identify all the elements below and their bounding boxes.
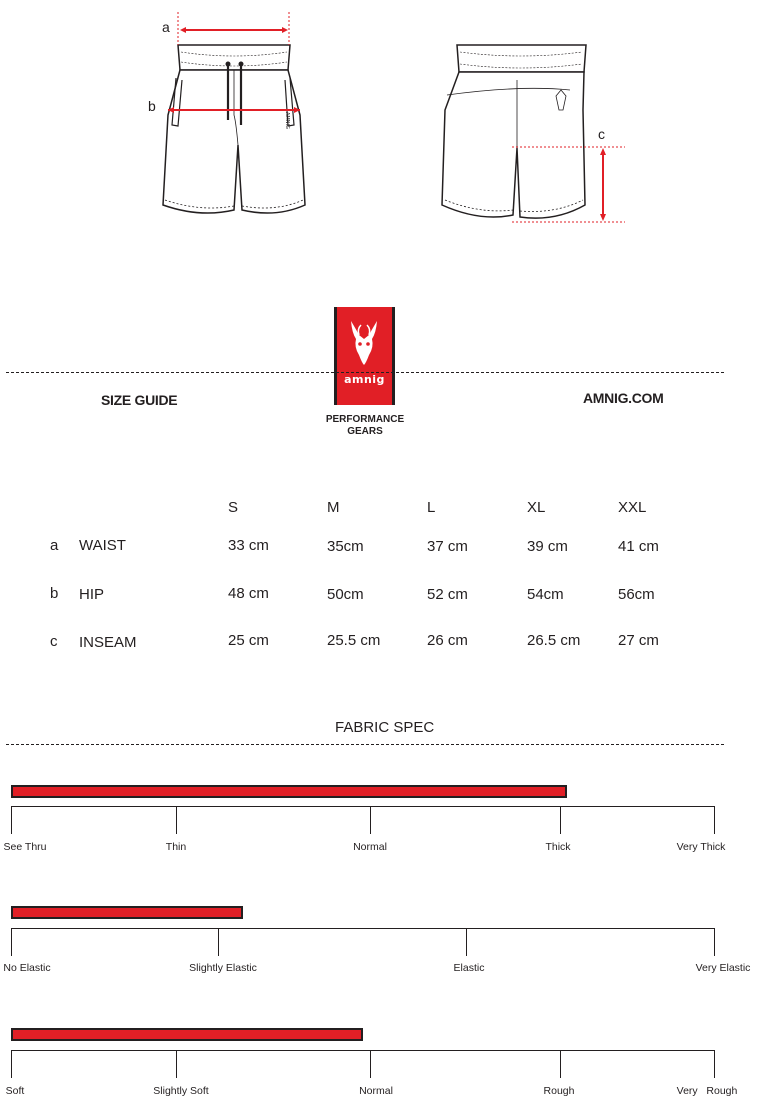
tick-label: No Elastic bbox=[3, 962, 51, 974]
size-header-xl: XL bbox=[527, 499, 546, 516]
tick-label: Elastic bbox=[453, 962, 485, 974]
scale-tick bbox=[560, 1050, 561, 1078]
size-header-s: S bbox=[228, 499, 239, 516]
table-cell: 41 cm bbox=[618, 538, 659, 555]
table-cell: 27 cm bbox=[618, 632, 659, 649]
measure-label-b: b bbox=[148, 98, 156, 114]
table-cell: 26 cm bbox=[427, 632, 468, 649]
size-header-l: L bbox=[427, 499, 436, 516]
fabric-spec-title: FABRIC SPEC bbox=[335, 719, 435, 736]
measure-label-a: a bbox=[162, 19, 170, 35]
table-cell: 37 cm bbox=[427, 538, 468, 555]
row-label-hip: HIP bbox=[79, 586, 105, 603]
tick-label: Thin bbox=[165, 841, 187, 853]
row-letter: c bbox=[50, 633, 58, 650]
tick-label: Slightly Soft bbox=[153, 1085, 209, 1097]
scale-tick bbox=[176, 1050, 177, 1078]
logo-tagline-line2: GEARS bbox=[347, 426, 383, 437]
logo-word: amnig bbox=[344, 373, 385, 386]
softness-bar bbox=[11, 1028, 363, 1041]
table-cell: 52 cm bbox=[427, 586, 468, 603]
scale-tick bbox=[11, 1050, 12, 1078]
divider-fabric bbox=[6, 744, 724, 745]
tick-label: Soft bbox=[5, 1085, 25, 1097]
scale-tick bbox=[560, 806, 561, 834]
scale-tick bbox=[11, 928, 12, 956]
scale-tick bbox=[218, 928, 219, 956]
scale-tick bbox=[370, 1050, 371, 1078]
bull-icon bbox=[337, 313, 392, 373]
tick-label: See Thru bbox=[3, 841, 47, 853]
row-label-waist: WAIST bbox=[79, 537, 126, 554]
measure-label-c: c bbox=[598, 126, 605, 142]
table-cell: 39 cm bbox=[527, 538, 568, 555]
tick-label: Very Elastic bbox=[695, 962, 751, 974]
website-link[interactable]: AMNIG.COM bbox=[583, 390, 664, 406]
row-label-inseam: INSEAM bbox=[79, 634, 137, 651]
scale-line bbox=[11, 1050, 715, 1051]
table-cell: 54cm bbox=[527, 586, 564, 603]
table-cell: 25 cm bbox=[228, 632, 269, 649]
table-cell: 25.5 cm bbox=[327, 632, 381, 649]
scale-tick bbox=[714, 928, 715, 956]
row-letter: b bbox=[50, 585, 59, 602]
tick-label: Very Rough bbox=[676, 1085, 738, 1097]
tick-label: Normal bbox=[359, 1085, 393, 1097]
scale-line bbox=[11, 928, 715, 929]
tick-label: Thick bbox=[545, 841, 571, 853]
tick-label: Rough bbox=[543, 1085, 575, 1097]
table-cell: 33 cm bbox=[228, 537, 269, 554]
svg-text:AMNIG: AMNIG bbox=[284, 112, 290, 129]
divider-top bbox=[6, 372, 724, 373]
size-guide-title: SIZE GUIDE bbox=[101, 392, 178, 408]
table-cell: 48 cm bbox=[228, 585, 269, 602]
row-letter: a bbox=[50, 537, 59, 554]
scale-line bbox=[11, 806, 715, 807]
tick-label: Slightly Elastic bbox=[189, 962, 257, 974]
scale-tick bbox=[714, 1050, 715, 1078]
tick-label: Very Thick bbox=[676, 841, 726, 853]
thickness-bar bbox=[11, 785, 567, 798]
table-cell: 50cm bbox=[327, 586, 364, 603]
elasticity-bar bbox=[11, 906, 243, 919]
table-cell: 56cm bbox=[618, 586, 655, 603]
scale-tick bbox=[466, 928, 467, 956]
table-cell: 35cm bbox=[327, 538, 364, 555]
scale-tick bbox=[176, 806, 177, 834]
brand-logo bbox=[334, 307, 395, 405]
scale-tick bbox=[11, 806, 12, 834]
size-header-xxl: XXL bbox=[618, 499, 647, 516]
shorts-front-diagram bbox=[150, 0, 320, 230]
scale-tick bbox=[370, 806, 371, 834]
scale-tick bbox=[714, 806, 715, 834]
tick-label: Normal bbox=[353, 841, 387, 853]
size-header-m: M bbox=[327, 499, 340, 516]
logo-tagline-line1: PERFORMANCE bbox=[325, 414, 405, 425]
table-cell: 26.5 cm bbox=[527, 632, 581, 649]
